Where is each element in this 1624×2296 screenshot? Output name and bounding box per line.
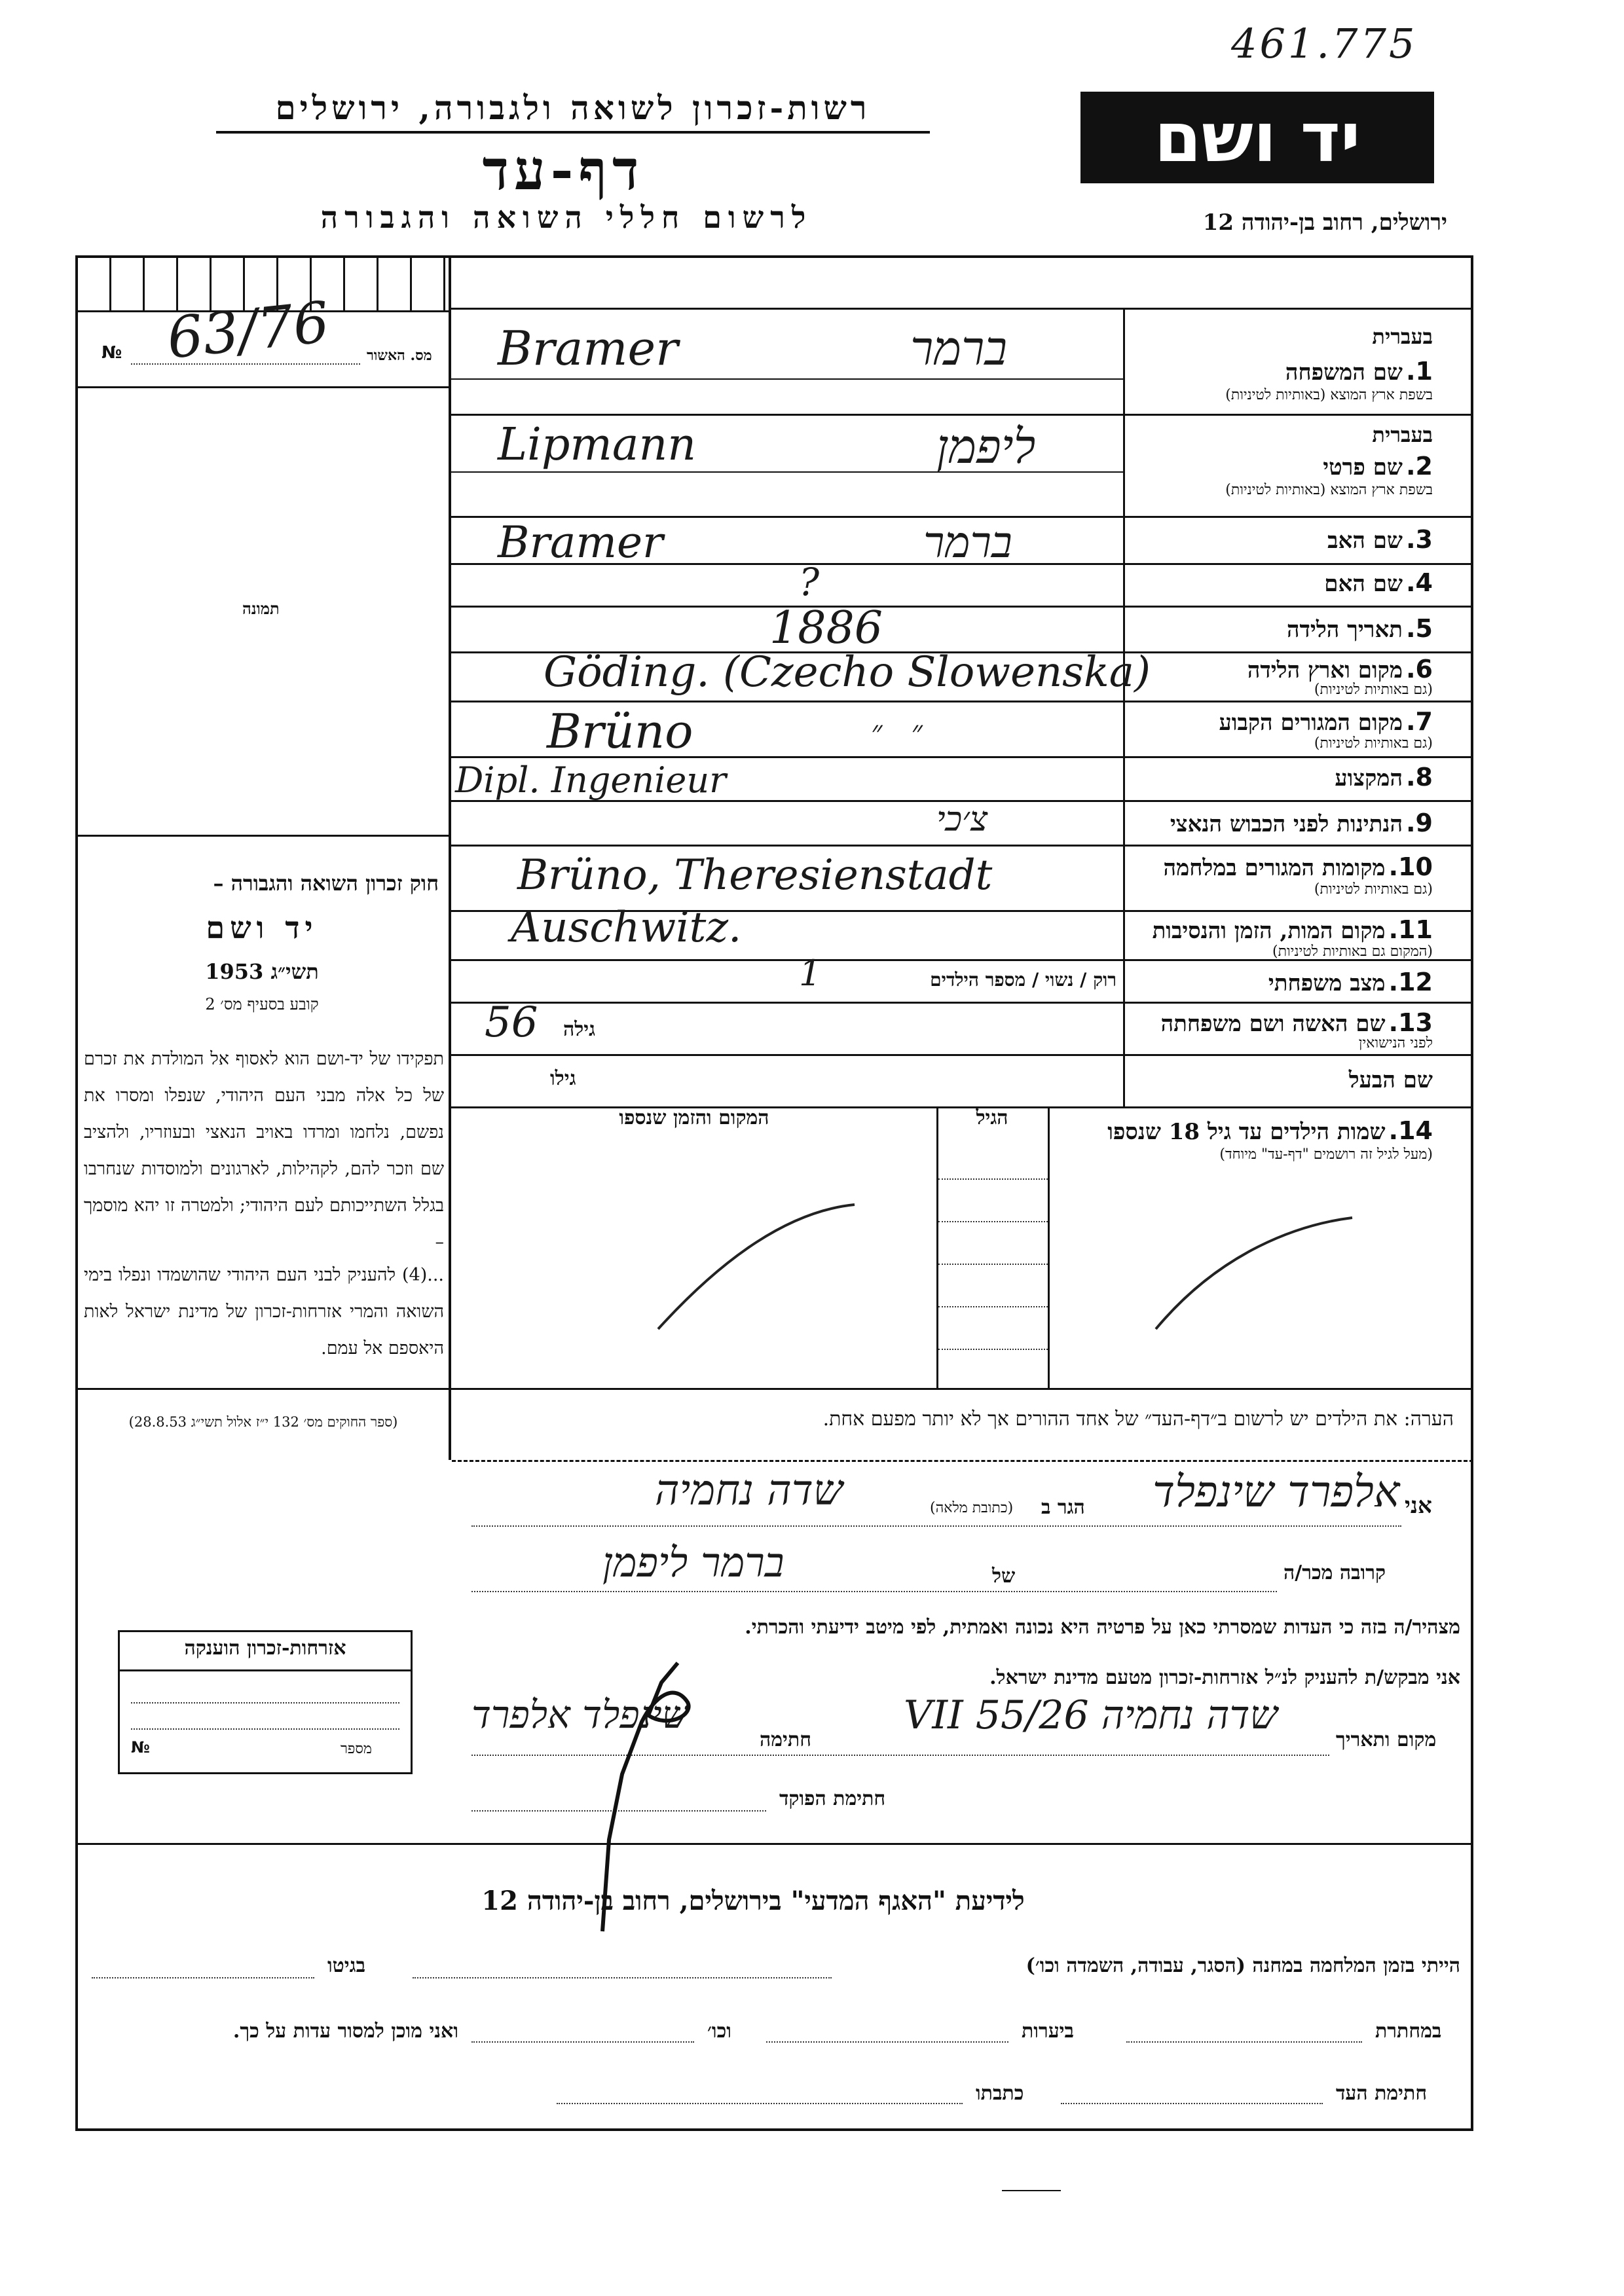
decl-deceased: ברמר ליפמן [602,1539,784,1586]
children-table-cancel-marks [449,1106,1473,1394]
f9-value: צ׳כי [936,800,988,839]
f4-label: שם האם [1324,571,1403,597]
f14-label: שמות הילדים עד גיל 18 שנספו [1107,1119,1386,1145]
f5-number: 5. [1406,614,1433,643]
footer-title: לידיעת "האגף המדעי" בירושלים, רחוב בן-יהודה 12 [481,1886,1025,1916]
f7-label: מקום המגורים הקבוע [1219,710,1403,736]
f8-value: Dipl. Ingenieur [455,759,726,801]
f12-value: 1 [799,953,822,994]
f11-label: מקום המות, הזמן והנסיבות [1152,918,1386,944]
footer-line3-b: כתבתו [976,2082,1024,2105]
f8-label: המקצוע [1335,765,1403,792]
f12-number: 12. [1388,968,1433,996]
f14-col-place: המקום והזמן שנספו [619,1106,769,1129]
footer-line2-d: ואני מוכן למסור עדות על כך. [232,2020,458,2043]
f7-sub: (גם באותיות לטיניות) [1314,735,1433,752]
f3-label-row [1327,525,1433,554]
decl-signature-value: שינפלד אלפרד [471,1692,689,1737]
decl-officer-label: חתימת הפוקד [779,1787,886,1810]
decl-place-date-label: מקום ותאריך [1336,1728,1437,1751]
decl-address-value: שדה נחמיה [655,1467,843,1515]
f7-ditto: ״ ״ [871,714,923,749]
f10-number: 10. [1388,852,1433,881]
decl-statement: מצהיר/ה בזה כי העדות שמסרתי כאן על פרטיה היא נכונה ואמתית, לפי מיטב ידיעתי והכרתי. [745,1616,1460,1639]
f9-label-row [1170,809,1433,837]
f2-label-row [1323,452,1433,481]
f11-sub: (המקום גם באותיות לטיניות) [1272,943,1433,960]
f10-label: מקומות המגורים במלחמה [1163,855,1386,881]
law-section: קובע בסעיף מס׳ 2 [205,995,319,1013]
footer-line2-a: במחתרת [1375,2020,1442,2043]
f3-hebrew-value: ברמר [923,517,1012,568]
f2-hebrew-tag: בעברית [1372,422,1433,447]
f7-number: 7. [1406,707,1433,736]
f14-sub: (מעל לגיל זה רושמים "דף-עד" מיוחד) [1219,1146,1433,1163]
footer-line2-c: וכו׳ [707,2020,731,2043]
law-title: חוק זכרון השואה והגבורה – [213,871,439,896]
f12-options: רוק / נשוי / מספר הילדים [930,969,1116,991]
f6-label: מקום וארץ הלידה [1247,657,1403,683]
approval-label: מס. האשור [367,347,432,364]
approval-number: 63/76 [164,289,333,372]
form-title: דף-עד [482,137,644,202]
law-citation: (ספר החוקים מס׳ 132 י״ז אלול תשי״ג 28.8.53) [128,1414,398,1430]
decl-relation-label: קרובה מכר/ה [1283,1561,1386,1584]
decl-place-date-value: שדה נחמיה 26/VII 55 [904,1692,1278,1738]
f12-label: מצב משפחתי [1268,970,1386,996]
f1-sub: בשפת ארץ המוצא (באותיות לטיניות) [1225,387,1433,403]
label-column-divider [1123,308,1125,1106]
f3-label: שם האב [1327,528,1403,554]
f8-label-row [1335,763,1433,792]
authority-title: רשות-זכרון לשואה ולגבורה, ירושלים [275,88,871,127]
footer-line1: הייתי בזמן המלחמה במחנה (הסגר, עבודה, השמדה וכו׳) [1025,1954,1460,1977]
f11-value: Auschwitz. [511,903,742,952]
f13-age-label: גילה [563,1018,596,1041]
header-address: ירושלים, רחוב בן-יהודה 12 [1202,210,1447,236]
husband-age-label: גילו [550,1067,576,1090]
decl-signature-label: חתימה [760,1728,811,1751]
citizenship-no-label: № [131,1738,150,1757]
law-year: תשי״ג 1953 [205,959,319,984]
decl-signer: אלפרד שינפלד [1153,1467,1400,1517]
f6-value: Göding. (Czecho Slowenska) [544,648,1151,697]
f10-sub: (גם באותיות לטיניות) [1314,881,1433,898]
decl-of-label: של [992,1565,1016,1588]
f13-label-row [1161,1008,1433,1037]
husband-label: שם הבעל [1348,1067,1433,1093]
decl-request: אני מבקש/ת להעניק לנ״ל אזרחות-זכרון מטעם מדינת ישראל. [989,1666,1460,1689]
f5-label-row [1287,614,1433,643]
law-paragraph-2: ...(4) להעניק לבני העם היהודי שהושמדו ונפלו בימי השואה והמרי אזרחות-זכרון של מדינת ישראל לאות היאספם אל עמם. [84,1265,444,1358]
f8-number: 8. [1406,763,1433,792]
f12-label-row [1268,968,1433,996]
f13-label: שם האשה ושם משפחתה [1160,1011,1386,1037]
law-paragraph-1: תפקידו של יד-ושם הוא לאסוף אל המולדת את זכרם של כל אלה מבני העם היהודי, שנפלו ומסרו את נפשם, נלחמו ומרדו באויב הנאצי ובעוזריו, ולהציב שם וזכר להם, לקהילות, לארגונים ולמוסדות שנחרבו בגלל השתייכותם לעם היהודי; ולמטרה זו יהא מוסמך – [84,1049,444,1252]
f1-latin-value: Bramer [498,321,678,376]
f5-label: תאריך הלידה [1287,617,1403,643]
f10-label-row [1164,852,1433,881]
f4-value: ? [799,560,820,604]
f7-value: Brüno [547,704,693,759]
f3-number: 3. [1406,525,1433,554]
f1-hebrew-value: ברמר [910,321,1008,376]
note-text: הערה: את הילדים יש לרשום ב״דף-העד״ של אחד ההורים אך לא יותר מפעם אחת. [822,1408,1454,1430]
f7-label-row [1219,707,1433,736]
f1-label: שם המשפחה [1285,359,1403,386]
f9-label: הנתינות לפני הכבוש הנאצי [1170,811,1403,837]
footer-line2-b: ביערות [1022,2020,1075,2043]
f2-hebrew-value: ליפמן [936,419,1036,474]
decl-ani: אני [1405,1493,1432,1519]
f13-number: 13. [1388,1008,1433,1037]
f4-label-row [1324,568,1433,597]
footer-line1-end: בגיטו [327,1954,366,1977]
decl-full-address: (כתובת מלאה) [930,1500,1014,1516]
citizenship-title: אזרחות-זכרון הוענקה [184,1637,346,1660]
archive-number: 461.775 [1231,20,1418,67]
f6-label-row [1247,655,1433,683]
f5-value: 1886 [769,602,883,654]
f2-sub: בשפת ארץ המוצא (באותיות לטיניות) [1225,482,1433,498]
f2-label: שם פרטי [1323,454,1403,481]
f13-age-value: 56 [485,998,538,1047]
yad-vashem-logo: יד ושם [1080,92,1434,183]
authority-underline [216,131,930,134]
f1-number: 1. [1406,357,1433,386]
citizenship-number-label: מספר [341,1741,372,1757]
form-subtitle: לרשום חללי השואה והגבורה [320,200,813,235]
f6-sub: (גם באותיות לטיניות) [1314,682,1433,698]
footer-line3-a: חתימת העד [1336,2082,1428,2105]
approval-no-label: № [101,343,122,363]
f10-value: Brüno, Theresienstadt [517,851,993,900]
f1-label-row [1285,357,1433,386]
f1-hebrew-tag: בעברית [1372,324,1433,349]
f3-latin-value: Bramer [498,517,663,568]
f11-label-row [1153,915,1433,944]
photo-label: תמונה [242,599,280,618]
decl-resides-label: הגר ב [1041,1496,1085,1519]
f2-latin-value: Lipmann [498,419,697,471]
f9-number: 9. [1406,809,1433,837]
f4-number: 4. [1406,568,1433,597]
f6-number: 6. [1406,655,1433,683]
law-name: יד ושם [206,910,318,945]
f14-number: 14. [1388,1116,1433,1145]
f13-sub: לפני הנישואין [1358,1035,1433,1051]
f11-number: 11. [1388,915,1433,944]
f2-number: 2. [1406,452,1433,481]
bottom-mark [1002,2190,1061,2191]
f14-col-age: הגיל [976,1106,1008,1129]
